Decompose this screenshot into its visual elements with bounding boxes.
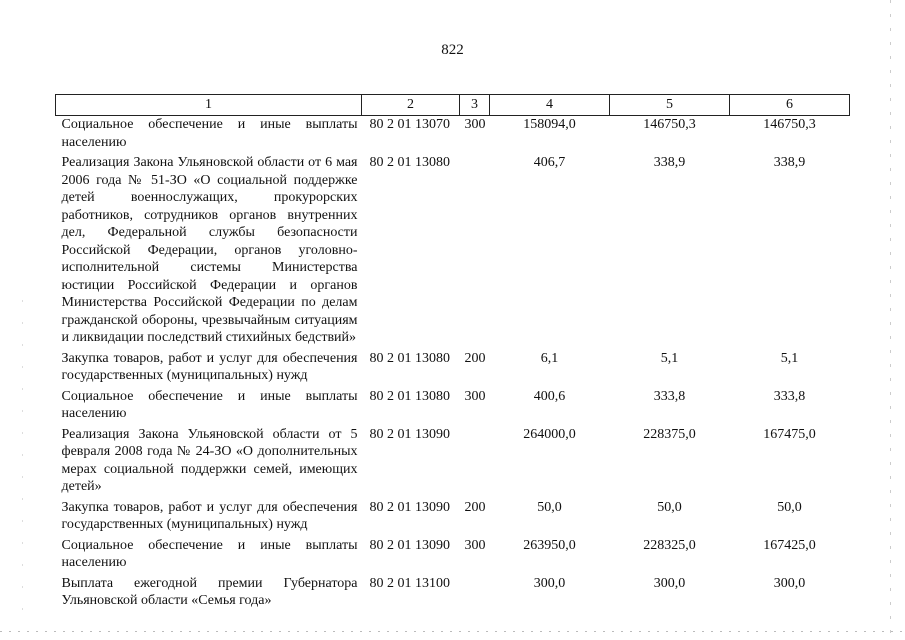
row-expense-type: 200 bbox=[464, 350, 486, 366]
row-value-col5: 5,1 bbox=[660, 350, 679, 366]
row-code: 80 2 01 13090 bbox=[369, 537, 450, 553]
header-col-2: 2 bbox=[362, 95, 460, 116]
table-row bbox=[56, 575, 850, 610]
row-code: 80 2 01 13080 bbox=[369, 350, 450, 366]
row-name: Социальное обеспечение и иные выплаты населению bbox=[61, 537, 358, 570]
table-body bbox=[56, 116, 850, 610]
row-name: Закупка товаров, работ и услуг для обеспечения государственных (муниципальных) нужд bbox=[61, 499, 358, 532]
budget-table-container bbox=[55, 94, 849, 610]
row-code: 80 2 01 13080 bbox=[369, 155, 450, 170]
row-value-col4: 264000,0 bbox=[523, 426, 576, 442]
header-row bbox=[56, 95, 850, 116]
row-value-col4: 406,7 bbox=[533, 155, 566, 170]
table-row bbox=[56, 537, 850, 575]
header-col-1: 1 bbox=[56, 95, 362, 116]
header-col-3: 3 bbox=[460, 95, 490, 116]
header-col-4: 4 bbox=[490, 95, 610, 116]
row-name: Реализация Закона Ульяновской области от 6 мая 2006 года № 51-ЗО «О социальной поддержке детей военнослужащих, прокурорских работников, сотрудников органов внутренних дел, Федеральной службы безопасности Российской Федерации, органов уголовно-исполнительной системы Министерства юстиции Российской Федерации и органов Министерства Российской Федерации по делам гражданской обороны, чрезвычайным ситуациям и ликвидации последствий стихийных бедствий» bbox=[61, 155, 358, 345]
row-expense-type: 300 bbox=[464, 388, 486, 404]
scan-edge-line-right bbox=[890, 0, 891, 640]
row-code: 80 2 01 13070 bbox=[369, 117, 450, 132]
row-value-col4: 158094,0 bbox=[523, 117, 576, 132]
row-expense-type bbox=[460, 575, 490, 610]
row-name: Выплата ежегодной премии Губернатора Ульяновской области «Семья года» bbox=[61, 575, 358, 608]
row-value-col5: 333,8 bbox=[653, 388, 686, 404]
row-code: 80 2 01 13090 bbox=[369, 499, 450, 515]
row-value-col6: 50,0 bbox=[777, 499, 802, 515]
row-value-col6: 333,8 bbox=[773, 388, 806, 404]
row-value-col4: 6,1 bbox=[540, 350, 559, 366]
table-row bbox=[56, 499, 850, 537]
row-name: Реализация Закона Ульяновской области от 5 февраля 2008 года № 24-ЗО «О дополнительных мерах социальной поддержки семей, имеющих детей» bbox=[61, 426, 358, 494]
row-code: 80 2 01 13100 bbox=[369, 575, 450, 591]
row-value-col5: 300,0 bbox=[653, 575, 686, 591]
row-value-col4: 300,0 bbox=[533, 575, 566, 591]
table-row bbox=[56, 116, 850, 155]
row-value-col4: 263950,0 bbox=[523, 537, 576, 553]
row-expense-type: 300 bbox=[464, 537, 486, 553]
row-value-col5: 338,9 bbox=[653, 155, 686, 170]
table-header bbox=[56, 95, 850, 116]
scan-edge-line-left bbox=[22, 300, 23, 620]
row-expense-type bbox=[460, 154, 490, 350]
table-row bbox=[56, 426, 850, 499]
row-value-col4: 50,0 bbox=[537, 499, 562, 515]
row-value-col5: 228375,0 bbox=[643, 426, 696, 442]
row-value-col4: 400,6 bbox=[533, 388, 566, 404]
header-col-6: 6 bbox=[730, 95, 850, 116]
row-name: Социальное обеспечение и иные выплаты населению bbox=[61, 117, 358, 150]
row-value-col5: 228325,0 bbox=[643, 537, 696, 553]
row-value-col5: 50,0 bbox=[657, 499, 682, 515]
scan-edge-dots bbox=[0, 631, 905, 632]
row-value-col6: 5,1 bbox=[780, 350, 799, 366]
row-expense-type: 200 bbox=[464, 499, 486, 515]
row-name: Закупка товаров, работ и услуг для обеспечения государственных (муниципальных) нужд bbox=[61, 350, 358, 383]
row-value-col6: 300,0 bbox=[773, 575, 806, 591]
header-col-5: 5 bbox=[610, 95, 730, 116]
row-code: 80 2 01 13080 bbox=[369, 388, 450, 404]
row-value-col6: 146750,3 bbox=[763, 117, 816, 132]
row-value-col6: 167475,0 bbox=[763, 426, 816, 442]
row-code: 80 2 01 13090 bbox=[369, 426, 450, 442]
row-value-col5: 146750,3 bbox=[643, 117, 696, 132]
budget-table bbox=[55, 94, 850, 610]
page-number: 822 bbox=[441, 42, 464, 58]
row-expense-type: 300 bbox=[464, 117, 486, 132]
table-row bbox=[56, 388, 850, 426]
row-name: Социальное обеспечение и иные выплаты населению bbox=[61, 388, 358, 421]
table-row bbox=[56, 350, 850, 388]
table-row bbox=[56, 154, 850, 350]
row-expense-type bbox=[460, 426, 490, 499]
row-value-col6: 167425,0 bbox=[763, 537, 816, 553]
row-value-col6: 338,9 bbox=[773, 155, 806, 170]
